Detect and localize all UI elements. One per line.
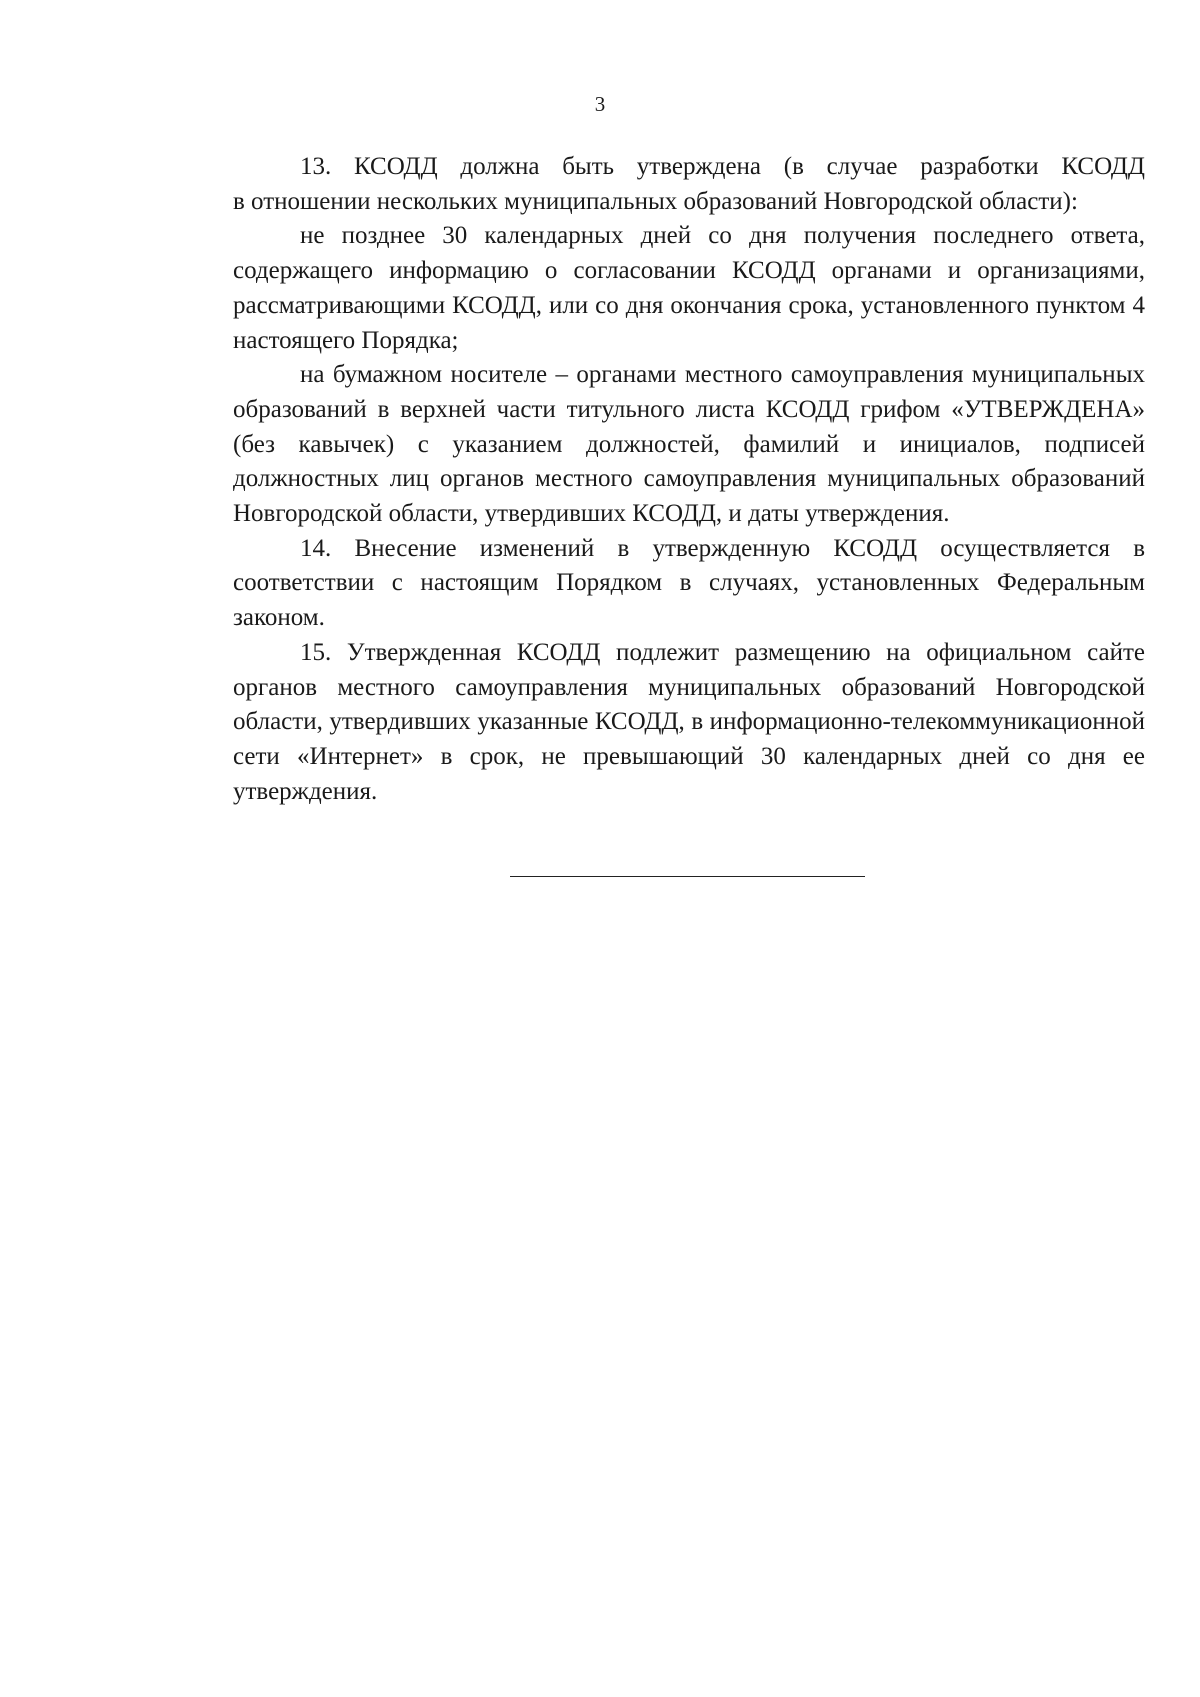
page-number: 3	[594, 92, 606, 116]
paragraph-15: 15. Утвержденная КСОДД подлежит размещению на официальном сайте органов местного самоуправления муниципальных образований Новгородской области, утвердивших указанные КСОДД, в информационно-телекоммуникационной сети «Интернет» в срок, не превышающий 30 календарных дней со дня ее утверждения.	[233, 638, 1145, 805]
paragraph-13-paper-form: на бумажном носителе – органами местного самоуправления муниципальных образований в верхней части титульного листа КСОДД грифом «УТВЕРЖДЕНА» (без кавычек) с указанием должностей, фамилий и инициалов, подписей должностных лиц органов местного самоуправления муниципальных образований Новгородской области, утвердивших КСОДД, и даты утверждения.	[233, 361, 1145, 528]
paragraph-13-first-line: 13. КСОДД должна быть утверждена (в случае разработки КСОДД	[300, 153, 1145, 180]
end-of-document-rule	[510, 876, 865, 877]
document-body	[233, 150, 1145, 809]
paragraph-13-term: не позднее 30 календарных дней со дня получения последнего ответа, содержащего информацию о согласовании КСОДД органами и организациями, рассматривающими КСОДД, или со дня окончания срока, установленного пунктом 4 настоящего Порядка;	[233, 222, 1145, 354]
paragraph-14: 14. Внесение изменений в утвержденную КСОДД осуществляется в соответствии с настоящим Порядком в случаях, установленных Федеральным законом.	[233, 534, 1145, 632]
paragraph-13-continuation: в отношении нескольких муниципальных образований Новгородской области):	[233, 187, 1078, 215]
